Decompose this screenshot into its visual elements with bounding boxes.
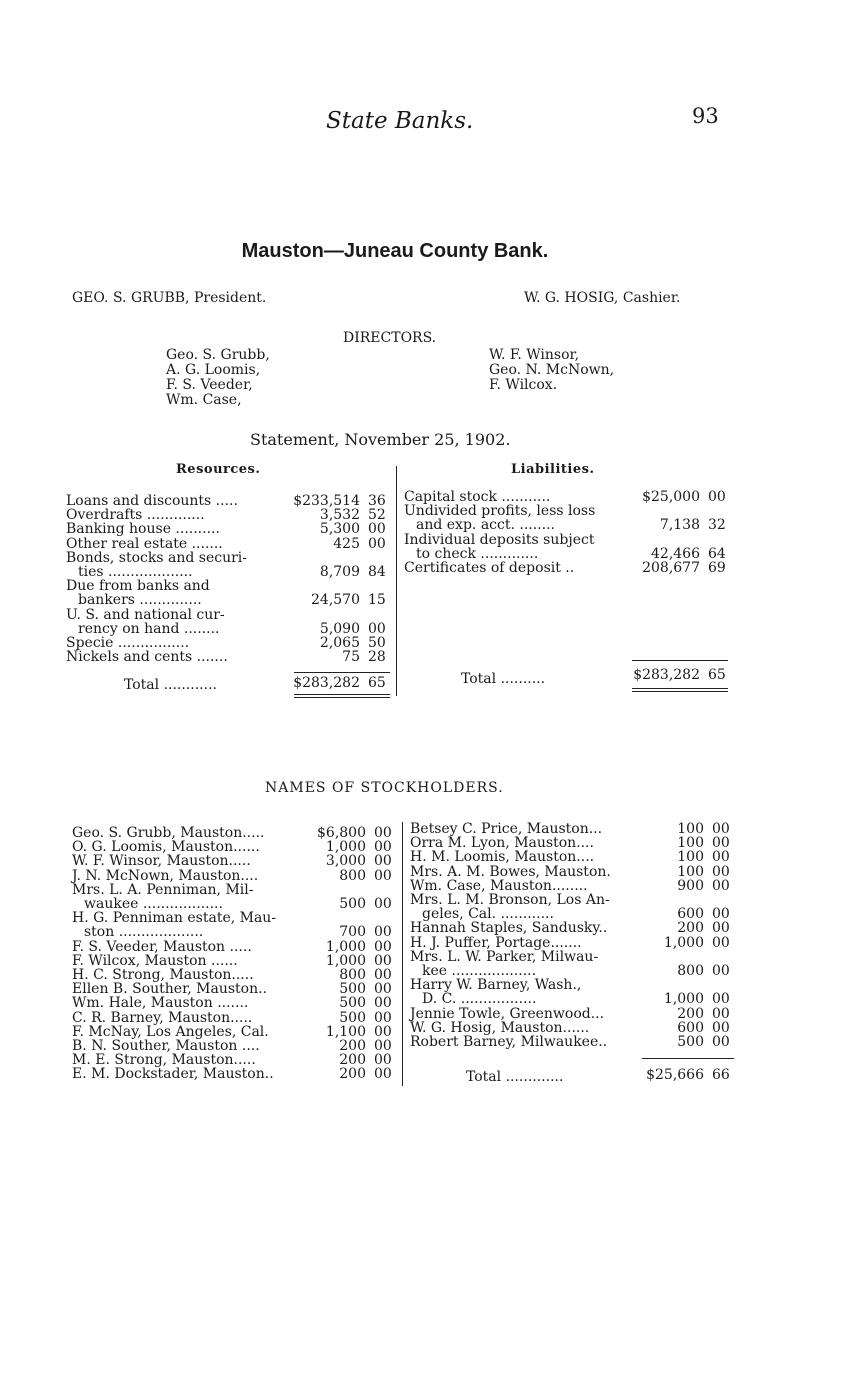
- stockholder-row-label: H. M. Loomis, Mauston....: [410, 849, 595, 866]
- liability-row-label: Certificates of deposit ..: [404, 560, 575, 576]
- stockholder-row-dollars: 500: [339, 981, 366, 998]
- resource-row-label: Other real estate .......: [66, 535, 223, 552]
- stockholder-row-dollars: 600: [677, 906, 704, 923]
- bank-title: Mauston—Juneau County Bank.: [241, 240, 549, 262]
- resource-row-dollars: 75: [342, 649, 360, 666]
- stockholder-row-cents: 00: [374, 853, 392, 870]
- stockholder-row-dollars: 500: [339, 995, 366, 1012]
- stockholder-row-cents: 00: [374, 1052, 392, 1069]
- stockholder-row-cents: 00: [374, 981, 392, 998]
- stockholder-row-dollars: 700: [339, 924, 366, 941]
- liabilities-total-label: Total ..........: [461, 671, 546, 687]
- resource-row-dollars: 24,570: [311, 592, 360, 609]
- resource-row-label: Specie ................: [66, 635, 190, 651]
- stockholder-row-cents: 00: [712, 906, 730, 923]
- resource-row-dollars: 5,090: [319, 620, 360, 637]
- resource-row-dollars: 2,065: [319, 635, 360, 651]
- stockholder-row-label: O. G. Loomis, Mauston......: [72, 839, 260, 856]
- director-name: Wm. Case,: [166, 392, 242, 408]
- resources-total-label: Total ............: [124, 677, 217, 693]
- stockholder-row-label: Robert Barney, Milwaukee..: [410, 1034, 608, 1050]
- stockholders-divider: [402, 822, 403, 1086]
- stockholder-row-cents: 00: [712, 849, 730, 866]
- stockholder-row-label: F. S. Veeder, Mauston .....: [72, 938, 252, 955]
- director-name: F. S. Veeder,: [166, 377, 253, 393]
- stockholder-row-dollars: 200: [339, 1038, 366, 1054]
- liability-row-cents: 00: [708, 489, 726, 505]
- resource-row-label: rency on hand ........: [78, 620, 220, 637]
- stockholder-row-label: C. R. Barney, Mauston.....: [72, 1009, 253, 1026]
- stockholder-row-label: Orra M. Lyon, Mauston....: [410, 835, 594, 852]
- stockholder-row-dollars: 100: [677, 821, 704, 837]
- cashier-line: W. G. HOSIG, Cashier.: [524, 290, 681, 306]
- resources-total-cents: 65: [368, 675, 386, 691]
- stockholder-row-label: geles, Cal. ............: [422, 906, 554, 923]
- stockholder-row-label: E. M. Dockstader, Mauston..: [72, 1066, 274, 1083]
- resources-total-rule: [294, 672, 390, 673]
- stockholder-row-cents: 00: [374, 938, 392, 955]
- stockholder-row-cents: 00: [374, 952, 392, 969]
- liability-row-label: Undivided profits, less loss: [404, 503, 596, 520]
- liabilities-total-dollars: $283,282: [633, 667, 700, 683]
- stockholder-row-cents: 00: [712, 863, 730, 880]
- liability-row-cents: 69: [708, 560, 726, 576]
- liability-row-label: Capital stock ...........: [404, 489, 551, 505]
- resource-row-cents: 52: [368, 507, 386, 524]
- stockholder-row-label: Betsey C. Price, Mauston...: [410, 821, 603, 837]
- liability-row-cents: 64: [708, 545, 726, 562]
- stockholder-row-cents: 00: [712, 877, 730, 894]
- resource-row-cents: 28: [368, 649, 386, 666]
- stockholder-row-label: waukee ..................: [84, 896, 223, 912]
- resource-row-dollars: 5,300: [319, 521, 360, 538]
- resource-row-cents: 84: [368, 564, 386, 580]
- resource-row-dollars: 8,709: [319, 564, 360, 580]
- stockholder-row-cents: 00: [712, 821, 730, 837]
- resources-double-rule: [294, 694, 390, 695]
- stockholder-row-dollars: $6,800: [317, 825, 366, 841]
- resource-row-label: Due from banks and: [66, 578, 210, 595]
- director-name: Geo. N. McNown,: [489, 362, 615, 378]
- resource-row-cents: 00: [368, 521, 386, 538]
- stockholder-row-label: Hannah Staples, Sandusky..: [410, 920, 608, 937]
- stockholder-row-dollars: 3,000: [325, 853, 366, 870]
- stockholder-row-dollars: 600: [677, 1019, 704, 1036]
- president-line: GEO. S. GRUBB, President.: [72, 290, 267, 306]
- liability-row-dollars: 208,677: [642, 560, 700, 576]
- stockholder-row-cents: 00: [712, 991, 730, 1008]
- resources-double-rule: [294, 697, 390, 698]
- resource-row-label: Bonds, stocks and securi-: [66, 549, 247, 566]
- stockholders-total-rule: [642, 1058, 734, 1059]
- stockholder-row-cents: 00: [712, 920, 730, 937]
- stockholders-total-amount: $25,666: [646, 1067, 704, 1083]
- stockholder-row-label: J. N. McNown, Mauston....: [72, 867, 259, 884]
- stockholder-row-label: H. C. Strong, Mauston.....: [72, 967, 254, 983]
- stockholder-row-label: W. F. Winsor, Mauston.....: [72, 853, 251, 870]
- stockholder-row-label: H. G. Penniman estate, Mau-: [72, 910, 277, 927]
- resource-row-label: Loans and discounts .....: [66, 493, 238, 509]
- stockholder-row-label: B. N. Souther, Mauston ....: [72, 1038, 260, 1054]
- directors-right-list: [489, 348, 614, 393]
- resource-row-dollars: 3,532: [319, 507, 360, 524]
- resource-row-label: Banking house ..........: [66, 521, 220, 538]
- director-name: W. F. Winsor,: [489, 347, 580, 363]
- stockholder-row-dollars: 100: [677, 849, 704, 866]
- stockholder-row-label: Jennie Towle, Greenwood...: [410, 1005, 605, 1022]
- liabilities-total-rule: [632, 660, 728, 661]
- stockholder-row-label: Wm. Hale, Mauston .......: [72, 995, 249, 1012]
- liability-row-dollars: 42,466: [651, 545, 700, 562]
- resource-row-label: Nickels and cents .......: [66, 649, 228, 666]
- stockholder-row-cents: 00: [712, 934, 730, 951]
- column-divider: [396, 466, 397, 696]
- stockholder-row-dollars: 500: [677, 1034, 704, 1050]
- stockholder-row-label: ston ...................: [84, 924, 204, 941]
- liability-row-dollars: 7,138: [659, 517, 700, 534]
- stockholder-row-dollars: 200: [339, 1052, 366, 1069]
- stockholder-row-label: Wm. Case, Mauston........: [410, 877, 588, 894]
- stockholder-row-dollars: 200: [677, 1005, 704, 1022]
- stockholder-row-label: H. J. Puffer, Portage.......: [410, 934, 582, 951]
- stockholder-row-label: F. Wilcox, Mauston ......: [72, 952, 238, 969]
- stockholder-row-label: F. McNay, Los Angeles, Cal.: [72, 1023, 269, 1040]
- stockholder-row-dollars: 800: [339, 967, 366, 983]
- stockholder-row-label: Mrs. L. A. Penniman, Mil-: [72, 881, 254, 898]
- page-number: 93: [692, 104, 719, 128]
- stockholder-row-cents: 00: [374, 825, 392, 841]
- liabilities-double-rule: [632, 691, 728, 692]
- liabilities-total-cents: 65: [708, 667, 726, 683]
- liability-row-label: to check .............: [416, 545, 539, 562]
- resource-row-label: ties ...................: [78, 564, 193, 580]
- stockholder-row-label: Mrs. L. W. Parker, Milwau-: [410, 948, 599, 965]
- stockholder-row-cents: 00: [712, 1005, 730, 1022]
- liability-row-label: Individual deposits subject: [404, 531, 595, 548]
- resources-total-dollars: $283,282: [293, 675, 360, 691]
- resources-heading: Resources.: [176, 462, 261, 477]
- stockholder-row-cents: 00: [374, 1009, 392, 1026]
- stockholder-row-dollars: 1,000: [325, 938, 366, 955]
- resource-row-cents: 00: [368, 620, 386, 637]
- liability-row-label: and exp. acct. ........: [416, 517, 555, 534]
- resource-row-cents: 36: [368, 493, 386, 509]
- stockholder-row-dollars: 1,100: [325, 1023, 366, 1040]
- liability-row-cents: 32: [708, 517, 726, 534]
- stockholder-row-label: Ellen B. Souther, Mauston..: [72, 981, 267, 998]
- stockholder-row-dollars: 1,000: [325, 952, 366, 969]
- stockholder-row-dollars: 800: [677, 963, 704, 979]
- stockholder-row-cents: 00: [374, 995, 392, 1012]
- stockholders-total-label: Total .............: [466, 1069, 564, 1085]
- stockholder-row-cents: 00: [374, 839, 392, 856]
- stockholder-row-cents: 00: [712, 1019, 730, 1036]
- stockholder-row-label: Harry W. Barney, Wash.,: [410, 977, 582, 994]
- stockholder-row-dollars: 100: [677, 863, 704, 880]
- stockholder-row-cents: 00: [374, 896, 392, 912]
- stockholder-row-cents: 00: [374, 1023, 392, 1040]
- stockholder-row-cents: 00: [712, 1034, 730, 1050]
- stockholder-row-cents: 00: [712, 835, 730, 852]
- director-name: Geo. S. Grubb,: [166, 347, 270, 363]
- resource-row-dollars: $233,514: [293, 493, 360, 509]
- stockholder-row-label: Mrs. A. M. Bowes, Mauston.: [410, 863, 611, 880]
- stockholder-row-label: M. E. Strong, Mauston.....: [72, 1052, 256, 1069]
- stockholder-row-dollars: 100: [677, 835, 704, 852]
- stockholder-row-label: D. C. .................: [422, 991, 537, 1008]
- stockholder-row-label: Geo. S. Grubb, Mauston.....: [72, 825, 265, 841]
- stockholder-row-cents: 00: [374, 924, 392, 941]
- statement-title: Statement, November 25, 1902.: [250, 430, 511, 449]
- resource-row-label: U. S. and national cur-: [66, 606, 225, 623]
- stockholder-row-label: kee ...................: [422, 963, 537, 979]
- resource-row-label: bankers ..............: [78, 592, 202, 609]
- stockholder-row-dollars: 1,000: [663, 934, 704, 951]
- stockholders-heading: NAMES OF STOCKHOLDERS.: [265, 780, 504, 796]
- stockholder-row-dollars: 500: [339, 1009, 366, 1026]
- director-name: A. G. Loomis,: [166, 362, 261, 378]
- stockholder-row-dollars: 900: [677, 877, 704, 894]
- stockholder-row-cents: 00: [374, 967, 392, 983]
- stockholder-row-label: W. G. Hosig, Mauston......: [410, 1019, 590, 1036]
- resource-row-cents: 50: [368, 635, 386, 651]
- stockholders-total-cents: 66: [712, 1067, 730, 1083]
- stockholder-row-cents: 00: [374, 1066, 392, 1083]
- directors-heading: DIRECTORS.: [343, 330, 437, 346]
- liabilities-double-rule: [632, 688, 728, 689]
- resource-row-cents: 15: [368, 592, 386, 609]
- liabilities-heading: Liabilities.: [511, 462, 595, 477]
- resource-row-dollars: 425: [333, 535, 360, 552]
- resource-row-cents: 00: [368, 535, 386, 552]
- directors-left-list: [166, 348, 270, 408]
- stockholder-row-dollars: 1,000: [663, 991, 704, 1008]
- stockholder-row-dollars: 200: [677, 920, 704, 937]
- stockholder-row-dollars: 1,000: [325, 839, 366, 856]
- stockholder-row-label: Mrs. L. M. Bronson, Los An-: [410, 892, 610, 908]
- resource-row-label: Overdrafts .............: [66, 507, 205, 524]
- stockholder-row-dollars: 800: [339, 867, 366, 884]
- director-name: F. Wilcox.: [489, 377, 558, 393]
- liability-row-dollars: $25,000: [642, 489, 700, 505]
- stockholder-row-dollars: 500: [339, 896, 366, 912]
- stockholder-row-cents: 00: [374, 867, 392, 884]
- stockholder-row-cents: 00: [712, 963, 730, 979]
- running-header-title: State Banks.: [326, 108, 474, 134]
- stockholder-row-dollars: 200: [339, 1066, 366, 1083]
- stockholder-row-cents: 00: [374, 1038, 392, 1054]
